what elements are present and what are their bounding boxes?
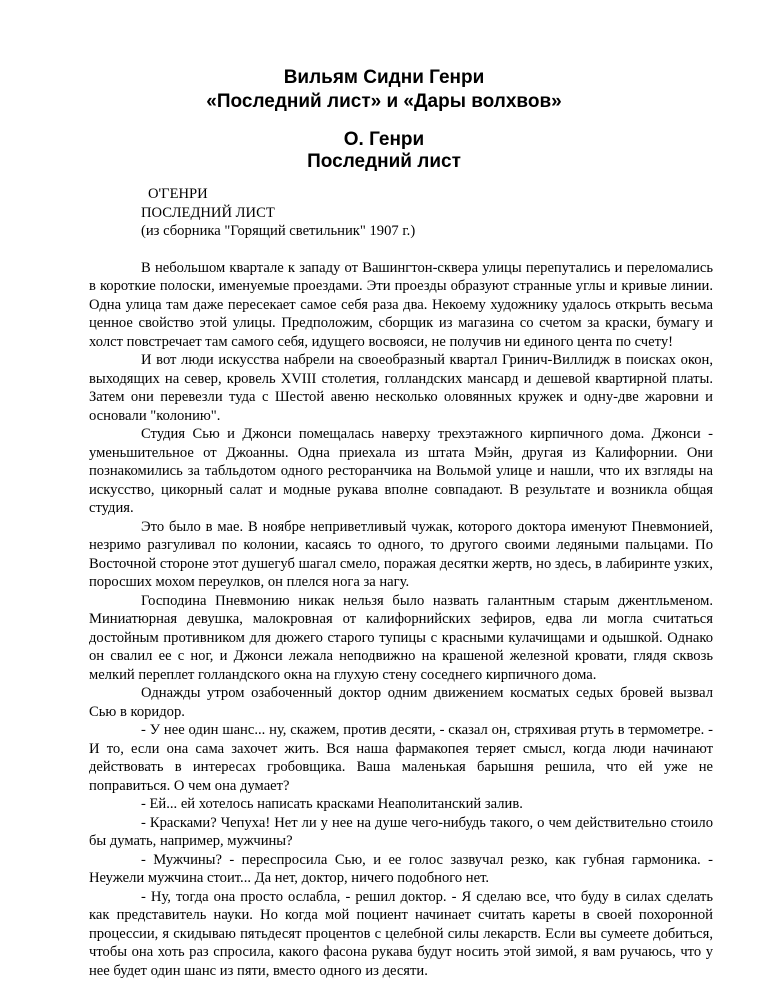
paragraph: Студия Сью и Джонси помещалась наверху трехэтажного кирпичного дома. Джонси - уменьшительное от Джоанны. Одна приехала из штата Мэйн, другая из Калифорнии. Они познакомились за табльдотом одного ресторанчика на Вольмой улице и нашли, что их взгляды на искусство, цикорный салат и модные рукава вполне совпадают. В результате и возникла общая студия. xyxy=(89,426,713,516)
paragraph: Господина Пневмонию никак нельзя было назвать галантным старым джентльменом. Миниатюрная девушка, малокровная от калифорнийских зефиров, едва ли могла считаться достойным противником для дюжего старого тупицы с красными кулачищами и одышкой. Однако он свалил ее с ног, и Джонси лежала неподвижно на крашеной железной кровати, глядя сквозь мелкий переплет голландского окна на глухую стену соседнего кирпичного дома. xyxy=(89,592,713,683)
book-author-heading: Вильям Сидни Генри xyxy=(283,67,485,88)
paragraph: - Ей... ей хотелось написать красками Неаполитанский залив. xyxy=(141,796,523,812)
meta-author: О'ГЕНРИ xyxy=(148,186,208,202)
paragraph: Однажды утром озабоченный доктор одним движением косматых седых бровей вызвал Сью в коридор. xyxy=(89,685,713,720)
paragraph: - У нее один шанс... ну, скажем, против десяти, - сказал он, стряхивая ртуть в термометре. - И то, если она сама захочет жить. Вся наша фармакопея теряет смысл, когда люди начинают действовать в интересах гробовщика. Ваша маленькая барышня решила, что ей уже не поправиться. О чем она думает? xyxy=(89,722,713,794)
book-title-heading: «Последний лист» и «Дары волхвов» xyxy=(206,91,562,112)
paragraph: В небольшом квартале к западу от Вашингтон-сквера улицы перепутались и переломались в короткие полоски, именуемые проездами. Эти проезды образуют странные углы и кривые линии. Одна улица там даже пересекает самое себя раза два. Некоему художнику удалось открыть весьма ценное свойство этой улицы. Предположим, сборщик из магазина со счетом за краски, бумагу и холст повстречает там самого себя, идущего восвояси, не получив ни единого цента по счету! xyxy=(89,259,713,350)
paragraph: Это было в мае. В ноябре неприветливый чужак, которого доктора именуют Пневмонией, незримо разгуливал по колонии, касаясь то одного, то другого своими ледяными пальцами. По Восточной стороне этот душегуб шагал смело, поражая десятки жертв, но здесь, в лабиринте узких, поросших мохом переулков, он плелся нога за нагу. xyxy=(89,518,713,590)
story-title-heading: Последний лист xyxy=(307,151,461,172)
meta-title: ПОСЛЕДНИЙ ЛИСТ xyxy=(141,204,275,221)
paragraph: - Ну, тогда она просто ослабла, - решил доктор. - Я сделаю все, что буду в силах сделать как представитель науки. Но когда мой поциент начинает считать кареты в своей похоронной процессии, я скидываю пятьдесят процентов с целебной силы лекарств. Если вы сумеете добиться, чтобы она хоть раз спросила, какого фасона рукава будут носить этой зимой, я вам ручаюсь, что у нее будет один шанс из пяти, вместо одного из десяти. xyxy=(89,888,713,979)
paragraph: - Мужчины? - переспросила Сью, и ее голос зазвучал резко, как губная гармоника. - Неужели мужчина стоит... Да нет, доктор, ничего подобного нет. xyxy=(89,851,713,886)
meta-source: (из сборника "Горящий светильник" 1907 г.) xyxy=(141,223,416,239)
paragraph: И вот люди искусства набрели на своеобразный квартал Гринич-Виллидж в поисках окон, выходящих на север, кровель XVIII столетия, голландских мансард и дешевой квартирной платы. Затем они перевезли туда с Шестой авеню несколько оловянных кружек и одну-две жаровни и основали "колонию". xyxy=(89,352,713,424)
story-author-heading: О. Генри xyxy=(343,129,425,150)
story-body xyxy=(89,185,713,980)
paragraph: - Красками? Чепуха! Нет ли у нее на душе чего-нибудь такого, о чем действительно стоило бы думать, например, мужчины? xyxy=(89,814,713,849)
